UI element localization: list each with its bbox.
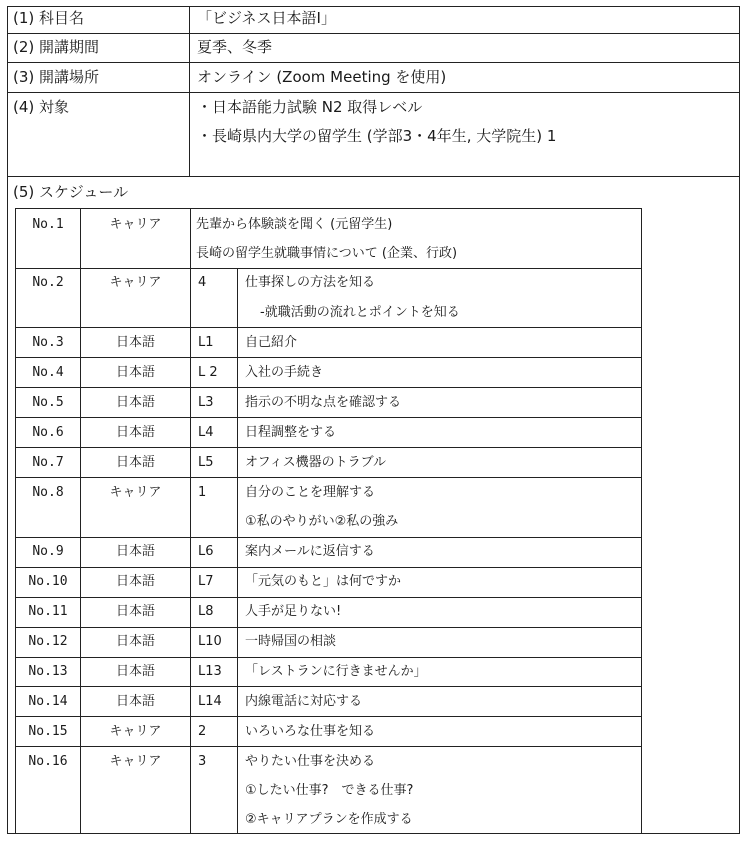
divider [15,657,642,658]
session-lesson: L6 [198,544,214,559]
divider [7,176,740,177]
session-number: No.5 [32,395,64,410]
session-number: No.6 [32,425,64,440]
session-lesson: L3 [198,395,214,410]
session-number: No.1 [32,217,64,232]
divider [15,477,642,478]
session-type: 日本語 [115,604,155,619]
session-number: No.8 [32,485,64,500]
divider [15,208,642,209]
session-number: No.4 [32,365,64,380]
divider [15,537,642,538]
divider [190,208,191,834]
session-content: 「元気のもと」は何ですか [245,574,402,589]
session-type: 日本語 [115,544,155,559]
divider [15,327,642,328]
session-number: No.16 [28,754,68,769]
divider [15,268,642,269]
session-type: キャリア [109,724,162,739]
session-type: キャリア [109,754,162,769]
session-number: No.2 [32,275,64,290]
session-content: 指示の不明な点を確認する [245,395,402,410]
divider [641,208,642,834]
session-number: No.13 [28,664,68,679]
session-type: 日本語 [115,664,155,679]
session-content: 入社の手続き [245,365,324,380]
session-lesson: L1 [198,335,214,350]
target-line: ・日本語能力試験 N2 取得レベル [197,98,423,116]
session-content: ①したい仕事? できる仕事? [245,783,414,798]
divider [7,92,740,93]
target-label: (4) 対象 [13,98,70,116]
session-content: 仕事探しの方法を知る [245,275,376,290]
session-content: -就職活動の流れとポイントを知る [260,305,460,320]
session-type: 日本語 [115,455,155,470]
divider [15,567,642,568]
session-lesson: L8 [198,604,214,619]
session-lesson: L5 [198,455,214,470]
session-content: 案内メールに返信する [245,544,375,559]
session-number: No.11 [28,604,68,619]
session-lesson: L13 [198,664,222,679]
session-content: 自己紹介 [245,335,298,350]
divider [15,208,16,834]
course-name-value: 「ビジネス日本語Ⅰ」 [197,9,336,27]
session-lesson: L7 [198,574,214,589]
period-value: 夏季、冬季 [197,38,273,56]
session-type: 日本語 [115,365,155,380]
divider [189,6,190,176]
divider [15,357,642,358]
session-content: 内線電話に対応する [245,694,363,709]
session-type: 日本語 [115,634,155,649]
session-content: ①私のやりがい②私の強み [245,514,399,529]
divider [15,417,642,418]
session-lesson: 1 [198,485,207,500]
session-type: 日本語 [115,395,155,410]
divider [7,33,740,34]
session-type: キャリア [109,217,162,232]
session-content: やりたい仕事を決める [245,754,376,769]
session-type: キャリア [109,275,162,290]
divider [15,447,642,448]
divider [15,597,642,598]
venue-label: (3) 開講場所 [13,68,100,86]
session-content: ②キャリアプランを作成する [245,812,413,827]
session-type: 日本語 [115,425,155,440]
divider [15,716,642,717]
session-number: No.7 [32,455,64,470]
session-lesson: L4 [198,425,214,440]
session-content: 「レストランに行きませんか」 [245,664,427,679]
session-lesson: 2 [198,724,207,739]
session-content: いろいろな仕事を知る [245,724,376,739]
session-content: 長崎の留学生就職事情について (企業、行政) [196,246,458,261]
session-number: No.14 [28,694,68,709]
session-type: 日本語 [115,335,155,350]
session-content: 人手が足りない! [245,604,342,619]
divider [237,268,238,834]
divider [15,627,642,628]
schedule-label: (5) スケジュール [13,183,129,201]
session-content: オフィス機器のトラブル [245,455,387,470]
session-content: 先輩から体験談を聞く (元留学生) [196,217,393,232]
session-number: No.9 [32,544,64,559]
session-type: 日本語 [115,694,155,709]
session-lesson: L14 [198,694,222,709]
divider [15,686,642,687]
divider [15,387,642,388]
session-number: No.10 [28,574,68,589]
session-content: 日程調整をする [245,425,337,440]
session-content: 自分のことを理解する [245,485,376,500]
session-content: 一時帰国の相談 [245,634,337,649]
divider [80,208,81,834]
target-line: ・長崎県内大学の留学生 (学部3・4年生, 大学院生) 1 [197,127,557,145]
venue-value: オンライン (Zoom Meeting を使用) [197,68,447,86]
session-type: 日本語 [115,574,155,589]
session-lesson: L10 [198,634,222,649]
session-lesson: 3 [198,754,207,769]
period-label: (2) 開講期間 [13,38,100,56]
session-type: キャリア [109,485,162,500]
session-number: No.3 [32,335,64,350]
divider [15,746,642,747]
session-number: No.15 [28,724,68,739]
divider [7,62,740,63]
session-lesson: L 2 [198,365,218,380]
session-lesson: 4 [198,275,207,290]
session-number: No.12 [28,634,68,649]
course-name-label: (1) 科目名 [13,9,85,27]
